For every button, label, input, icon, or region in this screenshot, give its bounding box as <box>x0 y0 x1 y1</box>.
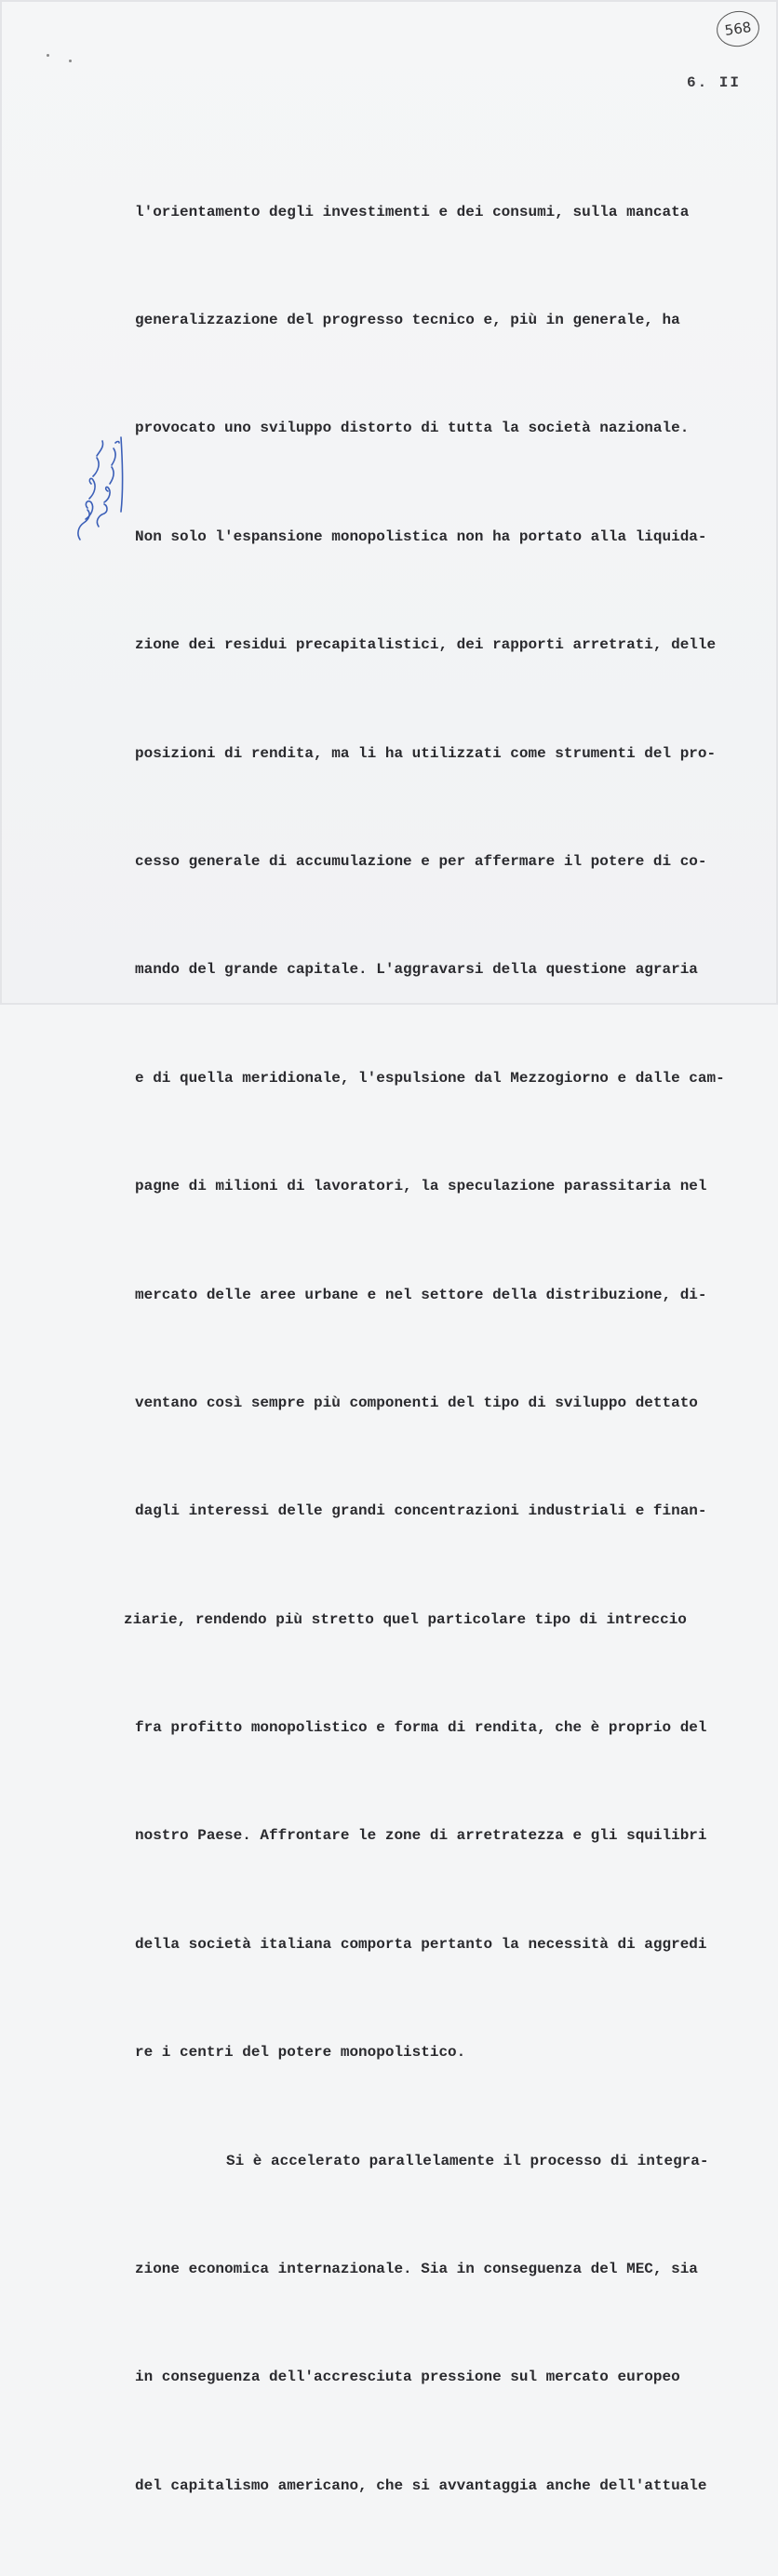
text-line: provocato uno sviluppo distorto di tutta la società nazionale. <box>135 420 690 437</box>
text-line: e di quella meridionale, l'espulsione dal Mezzogiorno e dalle cam- <box>135 1069 725 1087</box>
text-line: l'orientamento degli investimenti e dei consumi, sulla mancata <box>135 203 690 220</box>
text-line: re i centri del potere monopolistico. <box>135 2044 466 2062</box>
archive-stamp <box>715 8 762 49</box>
text-line: posizioni di rendita, ma li ha utilizzati come strumenti del pro- <box>135 744 717 762</box>
stamp-number: 568 <box>723 19 753 39</box>
text-line: mercato delle aree urbane e nel settore della distribuzione, di- <box>135 1286 707 1303</box>
text-line: pagne di milioni di lavoratori, la speculazione parassitaria nel <box>135 1178 707 1195</box>
text-line: mando del grande capitale. L'aggravarsi della questione agraria <box>135 961 698 979</box>
text-line: della società italiana comporta pertanto la necessità di aggredi <box>135 1935 707 1953</box>
text-line: dagli interessi delle grandi concentrazioni industriali e finan- <box>135 1502 707 1520</box>
text-line: ventano così sempre più componenti del tipo di sviluppo dettato <box>135 1394 698 1411</box>
text-line: Non solo l'espansione monopolistica non ha portato alla liquida- <box>135 527 707 545</box>
text-line: nostro Paese. Affrontare le zone di arretratezza e gli squilibri <box>135 1827 707 1845</box>
text-line: del capitalismo americano, che si avvantaggia anche dell'attuale <box>135 2476 707 2494</box>
text-line: ziarie, rendendo più stretto quel particolare tipo di intreccio <box>124 1610 687 1628</box>
text-line: generalizzazione del progresso tecnico e, più in generale, ha <box>135 311 680 328</box>
speck <box>69 60 72 62</box>
speck <box>47 54 49 57</box>
text-line: zione economica internazionale. Sia in conseguenza del MEC, sia <box>135 2261 698 2278</box>
text-line: zione dei residui precapitalistici, dei rapporti arretrati, delle <box>135 636 717 654</box>
text-line: in conseguenza dell'accresciuta pressione sul mercato europeo <box>135 2369 680 2386</box>
body-text <box>0 122 778 2576</box>
text-line: fra profitto monopolistico e forma di rendita, che è proprio del <box>135 1719 707 1737</box>
page-number: 6. II <box>687 74 742 91</box>
text-line: cesso generale di accumulazione e per affermare il potere di co- <box>135 852 707 870</box>
text-line: Si è accelerato parallelamente il processo di integra- <box>226 2152 709 2169</box>
